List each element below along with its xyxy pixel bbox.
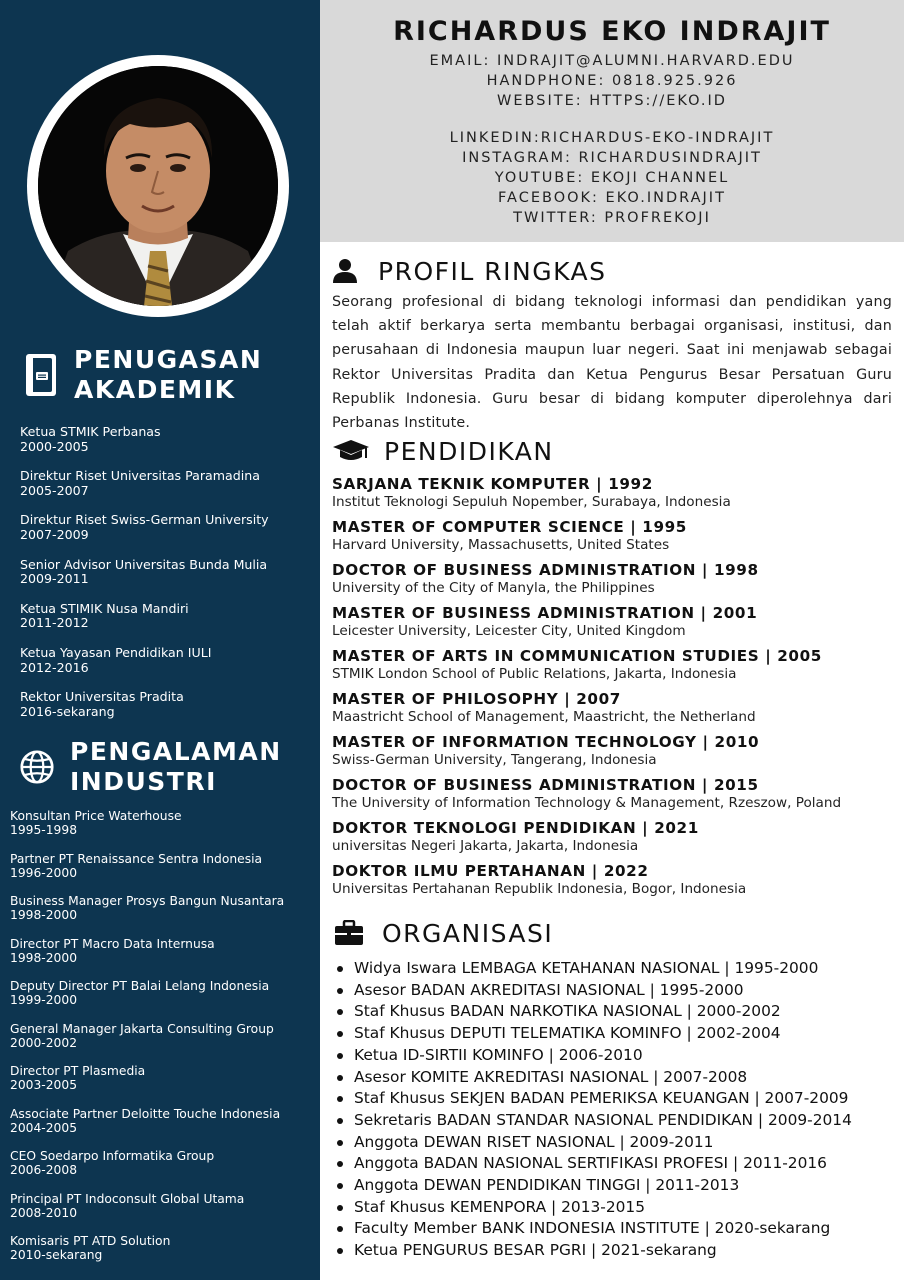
school-name: Maastricht School of Management, Maastricht, the Netherland <box>332 709 756 725</box>
profile-section-title: PROFIL RINGKAS <box>378 256 607 286</box>
briefcase-icon <box>330 918 368 948</box>
years-text: 1998-2000 <box>10 908 78 922</box>
role-text: Ketua STMIK Perbanas <box>20 424 161 439</box>
degree-title: DOKTOR TEKNOLOGI PENDIDIKAN | 2021 <box>332 819 699 837</box>
education-item <box>332 733 897 769</box>
role-text: CEO Soedarpo Informatika Group <box>10 1149 215 1163</box>
years-text: 1998-2000 <box>10 950 78 965</box>
education-item <box>332 475 897 511</box>
list-item <box>20 690 269 719</box>
education-item <box>332 604 897 640</box>
degree-title: SARJANA TEKNIK KOMPUTER | 1992 <box>332 475 653 493</box>
list-item <box>10 1064 284 1092</box>
organization-item: Staf Khusus KEMENPORA | 2013-2015 <box>334 1197 894 1219</box>
role-text: Director PT Plasmedia <box>10 1064 146 1078</box>
industry-list <box>10 809 284 1277</box>
years-text: 2012-2016 <box>20 659 89 675</box>
person-icon <box>326 256 364 286</box>
list-item <box>20 646 269 675</box>
profile-section-header <box>326 256 607 286</box>
organization-item: Staf Khusus DEPUTI TELEMATIKA KOMINFO | 2002-2004 <box>334 1023 894 1045</box>
youtube-text: YOUTUBE: EKOJI CHANNEL <box>494 169 730 186</box>
school-name: University of the City of Manyla, the Philippines <box>332 580 655 596</box>
list-item <box>10 894 284 922</box>
role-text: Director PT Macro Data Internusa <box>10 936 215 951</box>
profile-photo <box>38 66 278 306</box>
organization-item: Faculty Member BANK INDONESIA INSTITUTE | 2020-sekarang <box>334 1218 894 1240</box>
organization-item: Anggota DEWAN RISET NASIONAL | 2009-2011 <box>334 1132 894 1154</box>
profile-photo-frame <box>27 55 289 317</box>
list-item <box>20 558 269 587</box>
organization-item: Sekretaris BADAN STANDAR NASIONAL PENDIDIKAN | 2009-2014 <box>334 1110 894 1132</box>
education-section-header <box>332 436 554 466</box>
list-item <box>10 1022 284 1050</box>
role-text: Konsultan Price Waterhouse <box>10 809 182 823</box>
industry-section-header <box>20 737 282 797</box>
school-name: STMIK London School of Public Relations, Jakarta, Indonesia <box>332 666 737 682</box>
school-name: Leicester University, Leicester City, United Kingdom <box>332 623 686 639</box>
industry-section-title: PENGALAMAN INDUSTRI <box>70 737 282 796</box>
degree-title: MASTER OF ARTS IN COMMUNICATION STUDIES | 2005 <box>332 647 822 665</box>
role-text: Partner PT Renaissance Sentra Indonesia <box>10 851 263 866</box>
graduation-cap-icon <box>332 436 370 466</box>
education-item <box>332 862 897 898</box>
years-text: 2004-2005 <box>10 1120 78 1135</box>
organization-item: Asesor KOMITE AKREDITASI NASIONAL | 2007-2008 <box>334 1067 894 1089</box>
list-item <box>10 979 284 1007</box>
degree-title: MASTER OF INFORMATION TECHNOLOGY | 2010 <box>332 733 760 751</box>
website-text: WEBSITE: HTTPS://EKO.ID <box>497 92 727 109</box>
organization-item: Asesor BADAN AKREDITASI NASIONAL | 1995-2000 <box>334 980 894 1002</box>
school-name: Universitas Pertahanan Republik Indonesia, Bogor, Indonesia <box>332 881 747 897</box>
list-item <box>10 1234 284 1262</box>
school-name: The University of Information Technology & Management, Rzeszow, Poland <box>332 795 842 811</box>
organization-item: Staf Khusus BADAN NARKOTIKA NASIONAL | 2000-2002 <box>334 1001 894 1023</box>
role-text: Principal PT Indoconsult Global Utama <box>10 1191 245 1206</box>
globe-icon <box>20 750 54 784</box>
twitter-text: TWITTER: PROFREKOJI <box>513 209 711 226</box>
profile-summary: Seorang profesional di bidang teknologi informasi dan pendidikan yang telah aktif berkarya serta membantu berbagai organisasi, institusi, dan perusahaan di Indonesia maupun luar negeri. Saat ini menjawab sebagai Rektor Universitas Pradita dan Ketua Pengurus Besar Persatuan Guru Republik Indonesia. Guru besar di bidang komputer diperolehnya dari Perbanas Institute. <box>332 294 892 432</box>
education-item <box>332 819 897 855</box>
role-text: Business Manager Prosys Bangun Nusantara <box>10 894 285 908</box>
role-text: Senior Advisor Universitas Bunda Mulia <box>20 556 268 572</box>
degree-title: MASTER OF PHILOSOPHY | 2007 <box>332 690 621 708</box>
years-text: 2006-2008 <box>10 1163 78 1177</box>
organization-item: Anggota DEWAN PENDIDIKAN TINGGI | 2011-2013 <box>334 1175 894 1197</box>
list-item <box>20 602 269 631</box>
role-text: Rektor Universitas Pradita <box>20 689 184 705</box>
education-item <box>332 690 897 726</box>
organization-item: Ketua ID-SIRTII KOMINFO | 2006-2010 <box>334 1045 894 1067</box>
years-text: 1996-2000 <box>10 865 78 880</box>
academic-list <box>20 425 269 734</box>
school-name: Swiss-German University, Tangerang, Indonesia <box>332 752 657 768</box>
organization-item: Widya Iswara LEMBAGA KETAHANAN NASIONAL | 1995-2000 <box>334 958 894 980</box>
email-text: EMAIL: INDRAJIT@ALUMNI.HARVARD.EDU <box>429 53 795 69</box>
organization-item: Ketua PENGURUS BESAR PGRI | 2021-sekarang <box>334 1240 894 1262</box>
organization-section-title: ORGANISASI <box>382 918 554 948</box>
organization-section-header <box>330 918 553 948</box>
degree-title: DOCTOR OF BUSINESS ADMINISTRATION | 2015 <box>332 776 759 794</box>
years-text: 2016-sekarang <box>20 703 115 719</box>
education-item <box>332 776 897 812</box>
sidebar <box>0 0 320 1280</box>
years-text: 2000-2005 <box>20 438 89 454</box>
education-item <box>332 647 897 683</box>
years-text: 2007-2009 <box>20 526 89 542</box>
education-item <box>332 518 897 554</box>
academic-section-header <box>24 345 262 405</box>
education-item <box>332 561 897 597</box>
linkedin-text: LINKEDIN:RICHARDUS-EKO-INDRAJIT <box>449 130 775 147</box>
facebook-text: FACEBOOK: EKO.INDRAJIT <box>498 189 726 206</box>
role-text: Direktur Riset Swiss-German University <box>20 512 269 528</box>
academic-section-title: PENUGASAN AKADEMIK <box>74 345 263 404</box>
list-item <box>20 425 269 454</box>
years-text: 2008-2010 <box>10 1205 78 1220</box>
degree-title: DOCTOR OF BUSINESS ADMINISTRATION | 1998 <box>332 561 759 579</box>
education-section-title: PENDIDIKAN <box>384 436 554 466</box>
role-text: Associate Partner Deloitte Touche Indonesia <box>10 1106 281 1121</box>
role-text: Direktur Riset Universitas Paramadina <box>20 468 260 484</box>
years-text: 2000-2002 <box>10 1035 78 1050</box>
education-list <box>332 475 897 905</box>
years-text: 2010-sekarang <box>10 1248 103 1262</box>
years-text: 1999-2000 <box>10 993 78 1007</box>
list-item <box>10 1192 284 1220</box>
organization-item: Staf Khusus SEKJEN BADAN PEMERIKSA KEUANGAN | 2007-2009 <box>334 1088 894 1110</box>
list-item <box>10 1107 284 1135</box>
list-item <box>20 469 269 498</box>
list-item <box>10 937 284 965</box>
role-text: General Manager Jakarta Consulting Group <box>10 1021 274 1036</box>
role-text: Ketua Yayasan Pendidikan IULI <box>20 644 212 660</box>
list-item <box>10 852 284 880</box>
years-text: 2011-2012 <box>20 615 89 631</box>
degree-title: MASTER OF COMPUTER SCIENCE | 1995 <box>332 518 687 536</box>
list-item <box>20 513 269 542</box>
years-text: 2003-2005 <box>10 1078 78 1092</box>
organization-item: Anggota BADAN NASIONAL SERTIFIKASI PROFESI | 2011-2016 <box>334 1153 894 1175</box>
book-icon <box>24 358 58 392</box>
degree-title: DOKTOR ILMU PERTAHANAN | 2022 <box>332 862 649 880</box>
years-text: 2009-2011 <box>20 571 89 587</box>
organization-list <box>334 958 894 1262</box>
contact-header <box>320 0 904 242</box>
degree-title: MASTER OF BUSINESS ADMINISTRATION | 2001 <box>332 604 758 622</box>
role-text: Ketua STIMIK Nusa Mandiri <box>20 600 189 616</box>
person-name: RICHARDUS EKO INDRAJIT <box>393 16 831 47</box>
handphone-text: HANDPHONE: 0818.925.926 <box>486 72 738 89</box>
school-name: Harvard University, Massachusetts, United States <box>332 537 670 553</box>
years-text: 2005-2007 <box>20 482 89 498</box>
school-name: universitas Negeri Jakarta, Jakarta, Indonesia <box>332 838 639 854</box>
list-item <box>10 809 284 837</box>
instagram-text: INSTAGRAM: RICHARDUSINDRAJIT <box>462 150 762 167</box>
role-text: Komisaris PT ATD Solution <box>10 1234 171 1248</box>
years-text: 1995-1998 <box>10 823 78 837</box>
list-item <box>10 1149 284 1177</box>
role-text: Deputy Director PT Balai Lelang Indonesia <box>10 979 270 993</box>
school-name: Institut Teknologi Sepuluh Nopember, Surabaya, Indonesia <box>332 494 731 510</box>
portrait-illustration <box>38 66 278 306</box>
